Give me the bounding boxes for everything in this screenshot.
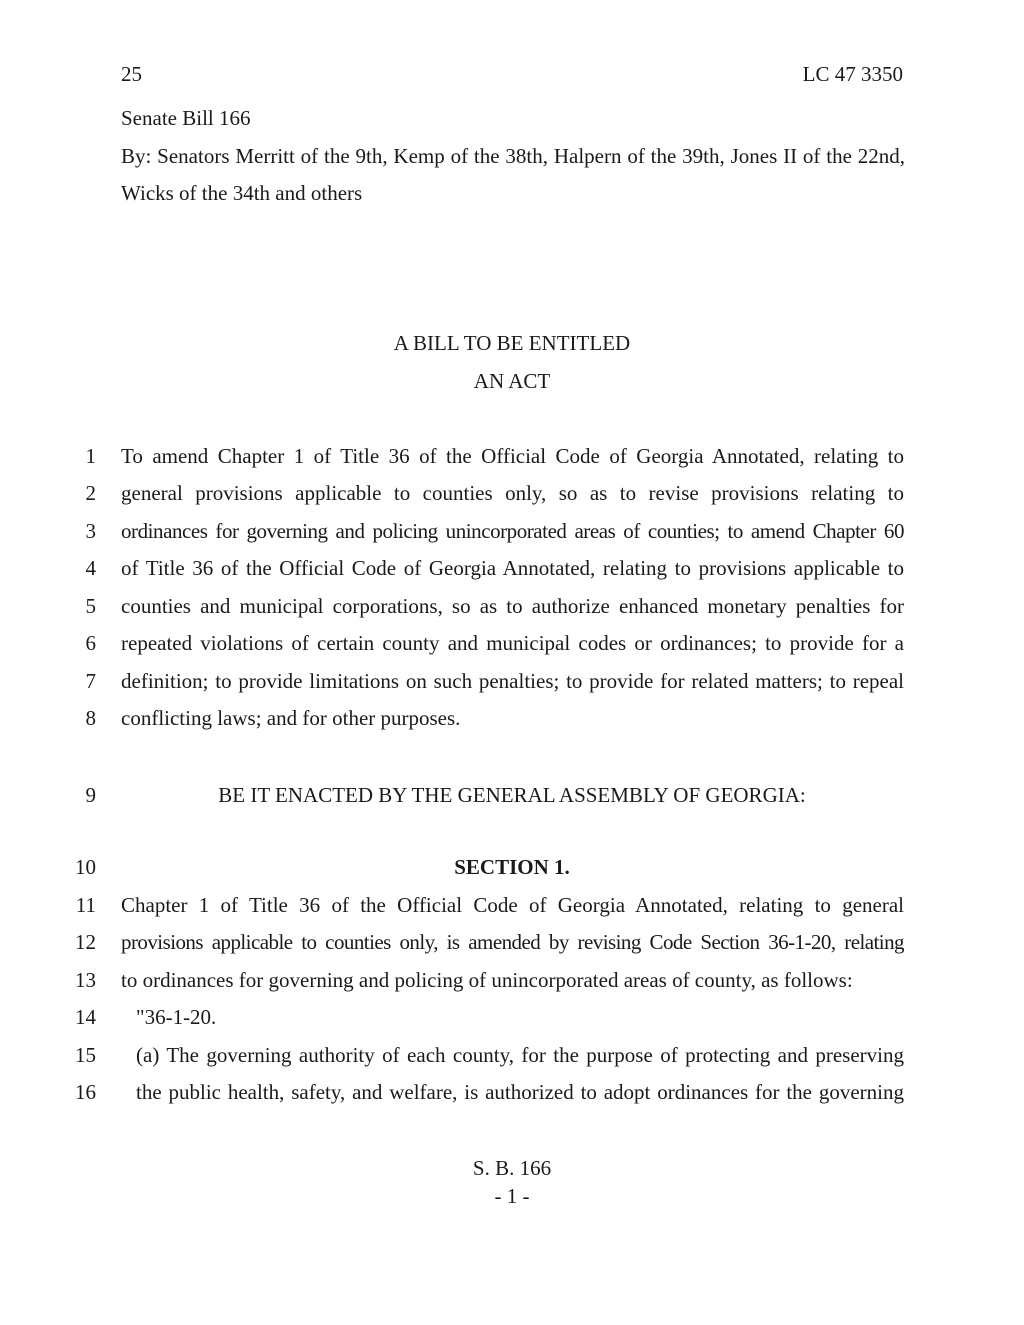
footer-page-number: - 1 -: [494, 1184, 530, 1208]
line-text: to ordinances for governing and policing of unincorporated areas of county, as follows:: [121, 968, 853, 992]
sponsors-line-1: By: Senators Merritt of the 9th, Kemp of the 38th, Halpern of the 39th, Jones II of the 22nd,: [121, 144, 905, 168]
line-number: 10: [75, 855, 96, 879]
enacting-clause: BE IT ENACTED BY THE GENERAL ASSEMBLY OF GEORGIA:: [218, 783, 806, 807]
heading-entitled: A BILL TO BE ENTITLED: [393, 331, 631, 355]
sponsors-line-2: Wicks of the 34th and others: [121, 181, 363, 205]
line-text: conflicting laws; and for other purposes.: [121, 706, 461, 730]
line-text: general provisions applicable to counties only, so as to revise provisions relating to: [121, 481, 904, 505]
line-text: Chapter 1 of Title 36 of the Official Code of Georgia Annotated, relating to general: [121, 893, 904, 917]
line-text: of Title 36 of the Official Code of Georgia Annotated, relating to provisions applicable to: [121, 556, 904, 580]
line-text: "36-1-20.: [136, 1005, 217, 1029]
line-number: 8: [85, 706, 96, 730]
line-number: 14: [75, 1005, 96, 1029]
line-number: 12: [75, 930, 96, 954]
line-number: 6: [85, 631, 96, 655]
line-number: 2: [85, 481, 96, 505]
line-text: repeated violations of certain county and municipal codes or ordinances; to provide for a: [121, 631, 904, 655]
line-number: 1: [85, 444, 96, 468]
line-text: To amend Chapter 1 of Title 36 of the Official Code of Georgia Annotated, relating to: [121, 444, 904, 468]
line-number: 7: [85, 669, 96, 693]
section-heading: SECTION 1.: [454, 855, 570, 879]
line-number: 16: [75, 1080, 96, 1104]
page-number-top: 25: [121, 62, 142, 86]
line-number: 11: [75, 893, 96, 917]
line-text: provisions applicable to counties only, is amended by revising Code Section 36-1-20, relating: [121, 930, 904, 954]
line-text: the public health, safety, and welfare, is authorized to adopt ordinances for the governing: [136, 1080, 904, 1104]
line-number: 9: [85, 783, 96, 807]
heading-act: AN ACT: [473, 369, 551, 393]
line-number: 13: [75, 968, 96, 992]
bill-title: Senate Bill 166: [121, 106, 251, 130]
line-text: ordinances for governing and policing unincorporated areas of counties; to amend Chapter 60: [121, 519, 904, 543]
line-number: 15: [75, 1043, 96, 1067]
footer-bill-reference: S. B. 166: [472, 1156, 552, 1180]
line-text: definition; to provide limitations on such penalties; to provide for related matters; to repeal: [121, 669, 904, 693]
line-text: counties and municipal corporations, so as to authorize enhanced monetary penalties for: [121, 594, 904, 618]
lc-code: LC 47 3350: [802, 62, 903, 86]
line-number: 3: [85, 519, 96, 543]
line-number: 4: [85, 556, 96, 580]
line-number: 5: [85, 594, 96, 618]
line-text: (a) The governing authority of each county, for the purpose of protecting and preserving: [136, 1043, 904, 1067]
